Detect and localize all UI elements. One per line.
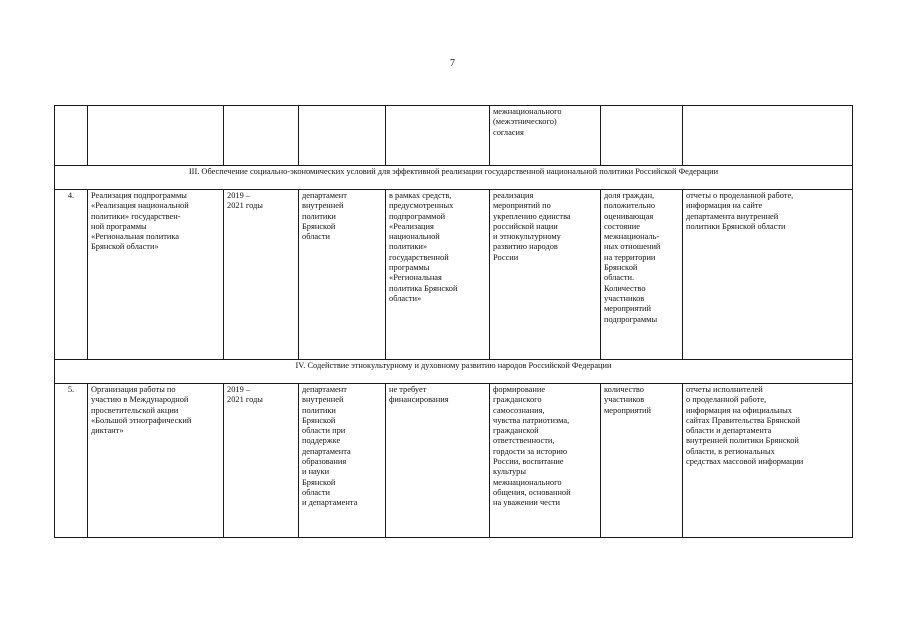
cell-result: реализация мероприятий по укреплению единства российской нации и этнокультурному развитию народов России: [490, 190, 601, 360]
measures-table: [54, 105, 853, 538]
cell-reporting: отчеты исполнителей о проделанной работе, информация на официальных сайтах Правительства Брянской области и департамента внутренней политики Брянской области, в региональных средствах массовой информации: [683, 384, 853, 538]
cell-financing: [386, 106, 490, 166]
cell-executor: департамент внутренней политики Брянской области: [299, 190, 386, 360]
section-title-3: III. Обеспечение социально-экономических условий для эффективной реализации государственной национальной политики Российской Федерации: [55, 166, 853, 190]
cell-name: Реализация подпрограммы «Реализация национальной политики» государствен- ной программы «Региональная политика Брянской области»: [88, 190, 224, 360]
section-row-4: [55, 360, 853, 384]
section-title-4: IV. Содействие этнокультурному и духовному развитию народов Российской Федерации: [55, 360, 853, 384]
cell-result: формирование гражданского самосознания, чувства патриотизма, гражданской ответственности, гордости за историю России, воспитание культуры межнационального общения, основанной на уважении чести: [490, 384, 601, 538]
table-row-continuation: [55, 106, 853, 166]
cell-financing: не требует финансирования: [386, 384, 490, 538]
cell-reporting: отчеты о проделанной работе, информация на сайте департамента внутренней политики Брянской области: [683, 190, 853, 360]
cell-period: [224, 106, 299, 166]
table-row-item-4: [55, 190, 853, 360]
cell-financing: в рамках средств, предусмотренных подпрограммой «Реализация национальной политики» государственной программы «Региональная политика Брянской области»: [386, 190, 490, 360]
cell-num: [55, 106, 88, 166]
cell-name: Организация работы по участию в Международной просветительской акции «Большой этнографический диктант»: [88, 384, 224, 538]
cell-executor: [299, 106, 386, 166]
page-number: 7: [450, 58, 455, 69]
cell-num: 5.: [55, 384, 88, 538]
cell-indicator: доля граждан, положительно оценивающая состояние межнациональ- ных отношений на территории Брянской области. Количество участников мероприятий подпрограммы: [601, 190, 683, 360]
cell-indicator: [601, 106, 683, 166]
cell-num: 4.: [55, 190, 88, 360]
cell-executor: департамент внутренней политики Брянской области при поддержке департамента образования и науки Брянской области и департамента: [299, 384, 386, 538]
table-row-item-5: [55, 384, 853, 538]
cell-result: межнационального (межэтнического) согласия: [490, 106, 601, 166]
cell-period: 2019 – 2021 годы: [224, 384, 299, 538]
section-row-3: [55, 166, 853, 190]
cell-name: [88, 106, 224, 166]
cell-reporting: [683, 106, 853, 166]
cell-indicator: количество участников мероприятий: [601, 384, 683, 538]
cell-period: 2019 – 2021 годы: [224, 190, 299, 360]
